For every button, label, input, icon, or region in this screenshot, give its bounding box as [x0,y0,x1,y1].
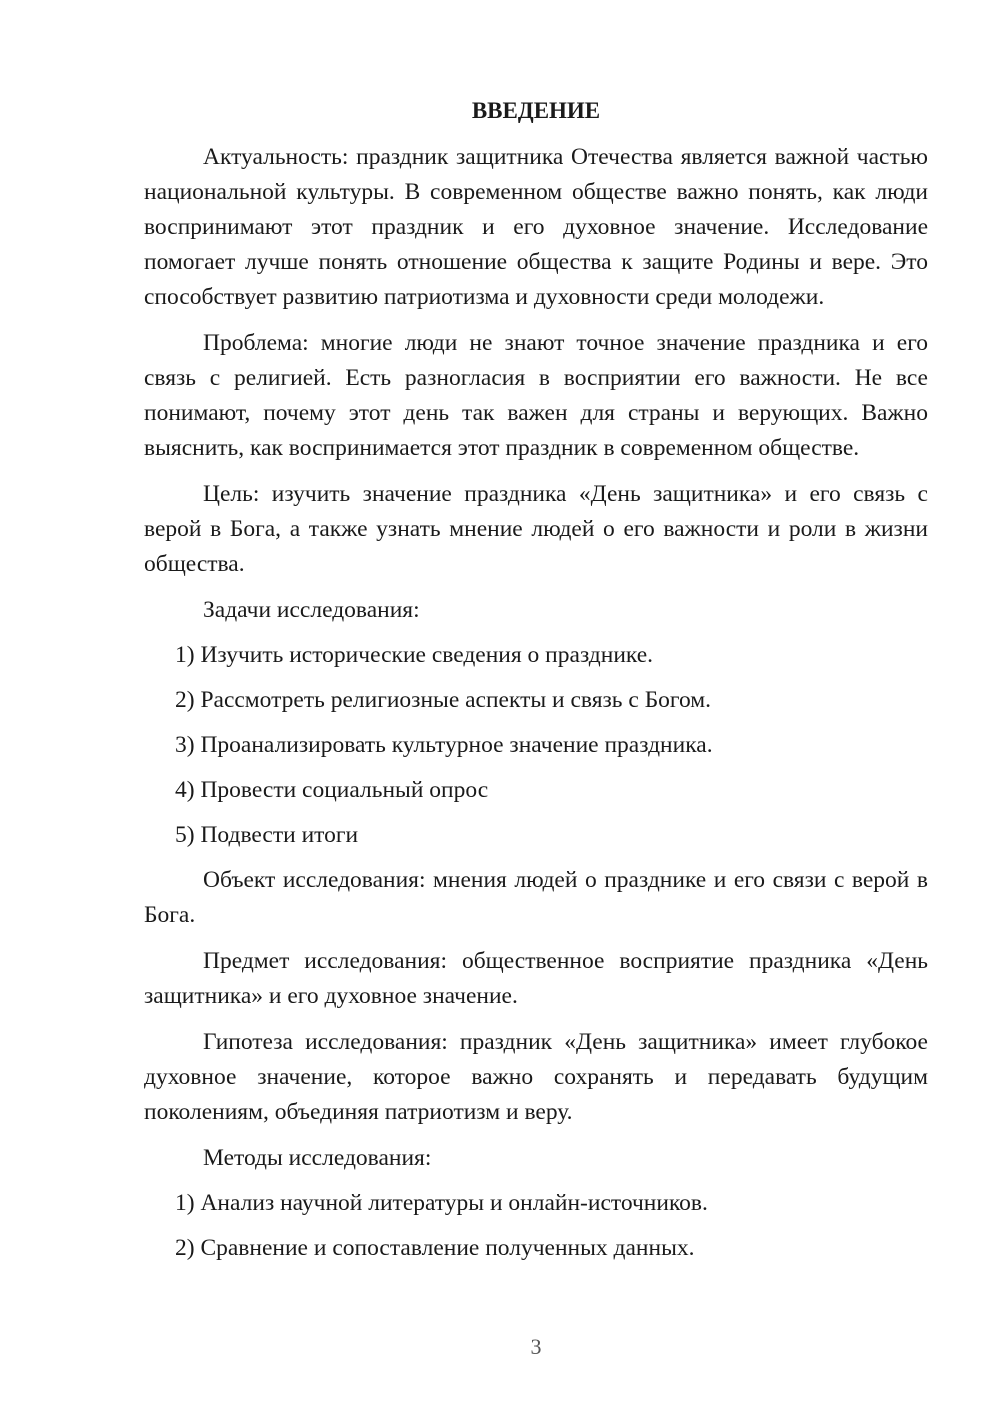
page-number: 3 [530,1334,542,1359]
tasks-heading: Задачи исследования: [203,597,420,623]
document-page [144,96,928,1276]
methods-heading: Методы исследования: [203,1145,432,1171]
methods-list [144,1186,928,1266]
tasks-list [144,638,928,853]
relevance-paragraph: Актуальность: праздник защитника Отечества является важной частью национальной культуры. В современном обществе важно понять, как люди воспринимают этот праздник и его духовное значение. Исследование помогает лучше понять отношение общества к защите Родины и вере. Это способствует развитию патриотизма и духовности среди молодежи. [144,144,928,310]
problem-paragraph: Проблема: многие люди не знают точное значение праздника и его связь с религией. Есть разногласия в восприятии его важности. Не все понимают, почему этот день так важен для страны и верующих. Важно выяснить, как воспринимается этот праздник в современном обществе. [144,330,928,461]
object-paragraph: Объект исследования: мнения людей о празднике и его связи с верой в Бога. [144,867,928,928]
list-item: 1) Анализ научной литературы и онлайн-источников. [175,1190,708,1216]
list-item: 4) Провести социальный опрос [175,777,489,803]
goal-paragraph: Цель: изучить значение праздника «День защитника» и его связь с верой в Бога, а также узнать мнение людей о его важности и роли в жизни общества. [144,481,928,577]
list-item: 5) Подвести итоги [175,822,359,848]
list-item: 2) Рассмотреть религиозные аспекты и связь с Богом. [175,687,712,713]
hypothesis-paragraph: Гипотеза исследования: праздник «День защитника» имеет глубокое духовное значение, которое важно сохранять и передавать будущим поколениям, объединяя патриотизм и веру. [144,1029,928,1125]
subject-paragraph: Предмет исследования: общественное восприятие праздника «День защитника» и его духовное значение. [144,948,928,1009]
list-item: 1) Изучить исторические сведения о празднике. [175,642,654,668]
list-item: 3) Проанализировать культурное значение праздника. [175,732,713,758]
list-item: 2) Сравнение и сопоставление полученных данных. [175,1235,695,1261]
document-title: ВВЕДЕНИЕ [471,98,601,123]
